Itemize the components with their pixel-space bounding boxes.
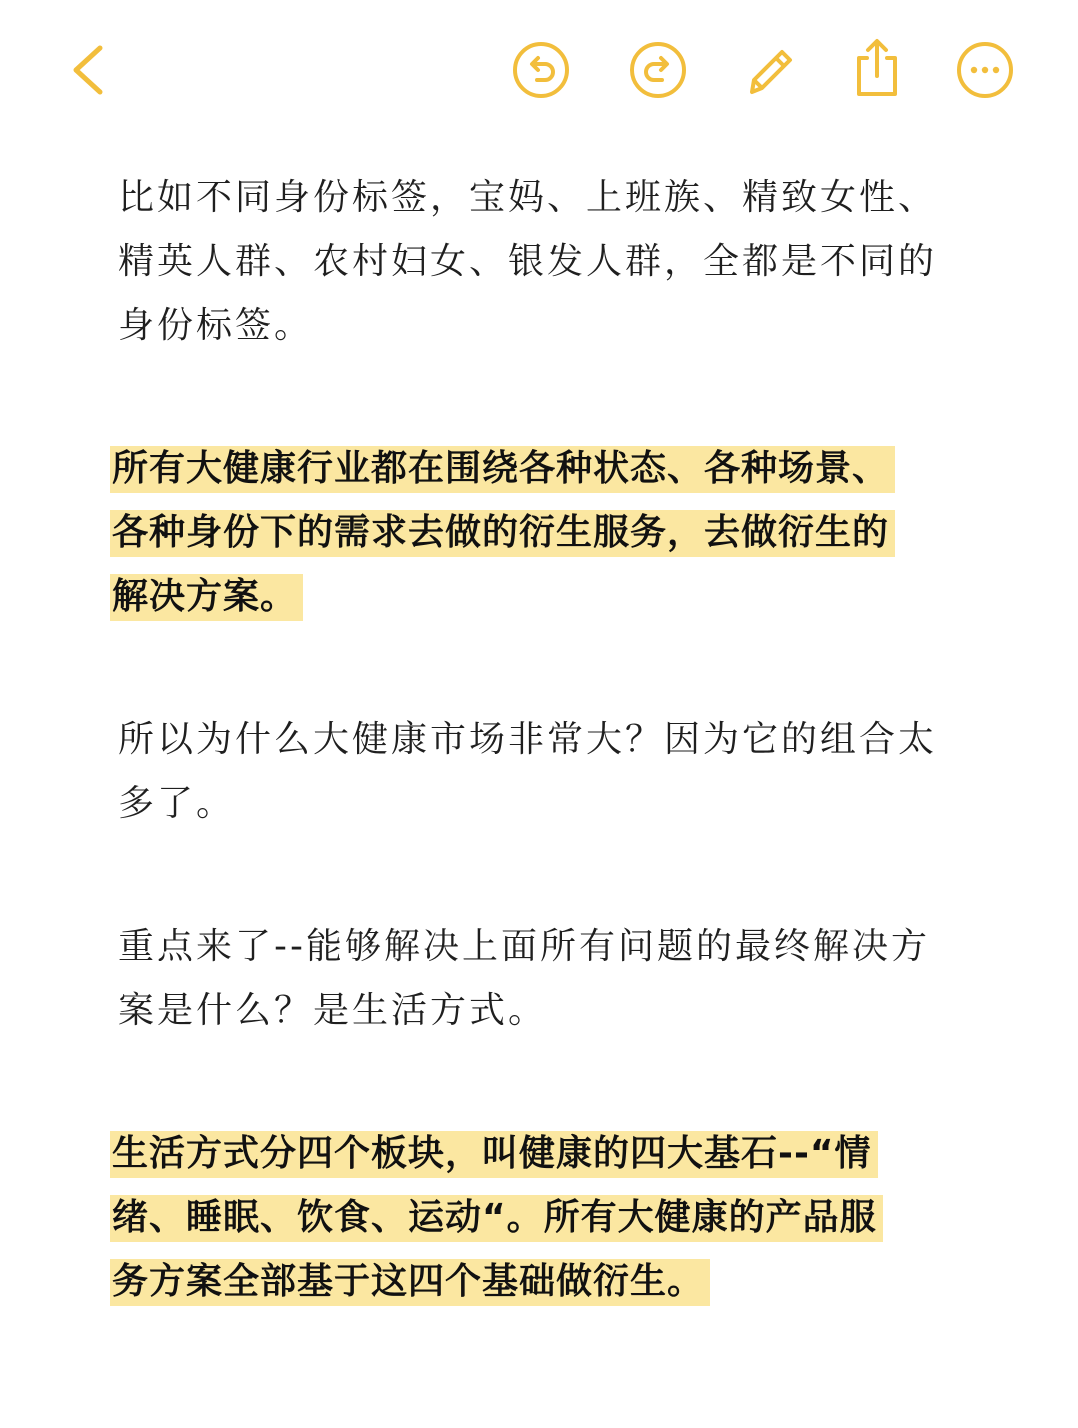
- note-body[interactable]: [112, 166, 978, 1393]
- text-line: 重点来了--能够解决上面所有问题的最终解决方: [118, 926, 930, 967]
- undo-button[interactable]: [509, 38, 573, 102]
- text-line: 各种身份下的需求去做的衍生服务，去做衍生的: [112, 512, 890, 553]
- ellipsis-circle-icon: [953, 38, 1017, 102]
- highlighted-paragraph-industry: [112, 437, 978, 629]
- paragraph-market-size: [118, 708, 978, 836]
- redo-circle-icon: [626, 38, 690, 102]
- text-line: 解决方案。: [112, 576, 298, 617]
- paragraph-identity-tags: [118, 166, 978, 358]
- text-line: 多了。: [118, 783, 236, 824]
- text-line: 所有大健康行业都在围绕各种状态、各种场景、: [112, 448, 890, 489]
- highlight-mark: [110, 1131, 883, 1306]
- text-line: 比如不同身份标签，宝妈、上班族、精致女性、: [118, 177, 938, 218]
- chevron-left-icon: [60, 38, 116, 102]
- share-icon: [845, 34, 909, 102]
- share-button[interactable]: [845, 36, 909, 100]
- undo-circle-icon: [509, 38, 573, 102]
- redo-button[interactable]: [626, 38, 690, 102]
- highlight-mark: [110, 446, 895, 621]
- back-button[interactable]: [56, 38, 120, 102]
- paragraph-key-point: [118, 915, 978, 1043]
- more-button[interactable]: [953, 38, 1017, 102]
- text-line: 精英人群、农村妇女、银发人群，全都是不同的: [118, 241, 938, 282]
- text-line: 绪、睡眠、饮食、运动“。所有大健康的产品服: [112, 1197, 877, 1238]
- edit-button[interactable]: [738, 38, 802, 102]
- note-toolbar: [0, 0, 1078, 140]
- text-line: 所以为什么大健康市场非常大？因为它的组合太: [118, 719, 938, 760]
- highlighted-paragraph-four-cornerstones: [112, 1122, 978, 1314]
- text-line: 务方案全部基于这四个基础做衍生。: [112, 1261, 705, 1302]
- text-line: 生活方式分四个板块，叫健康的四大基石--“情: [112, 1133, 872, 1174]
- pencil-icon: [738, 38, 802, 102]
- text-line: 案是什么？是生活方式。: [118, 990, 548, 1031]
- text-line: 身份标签。: [118, 305, 314, 346]
